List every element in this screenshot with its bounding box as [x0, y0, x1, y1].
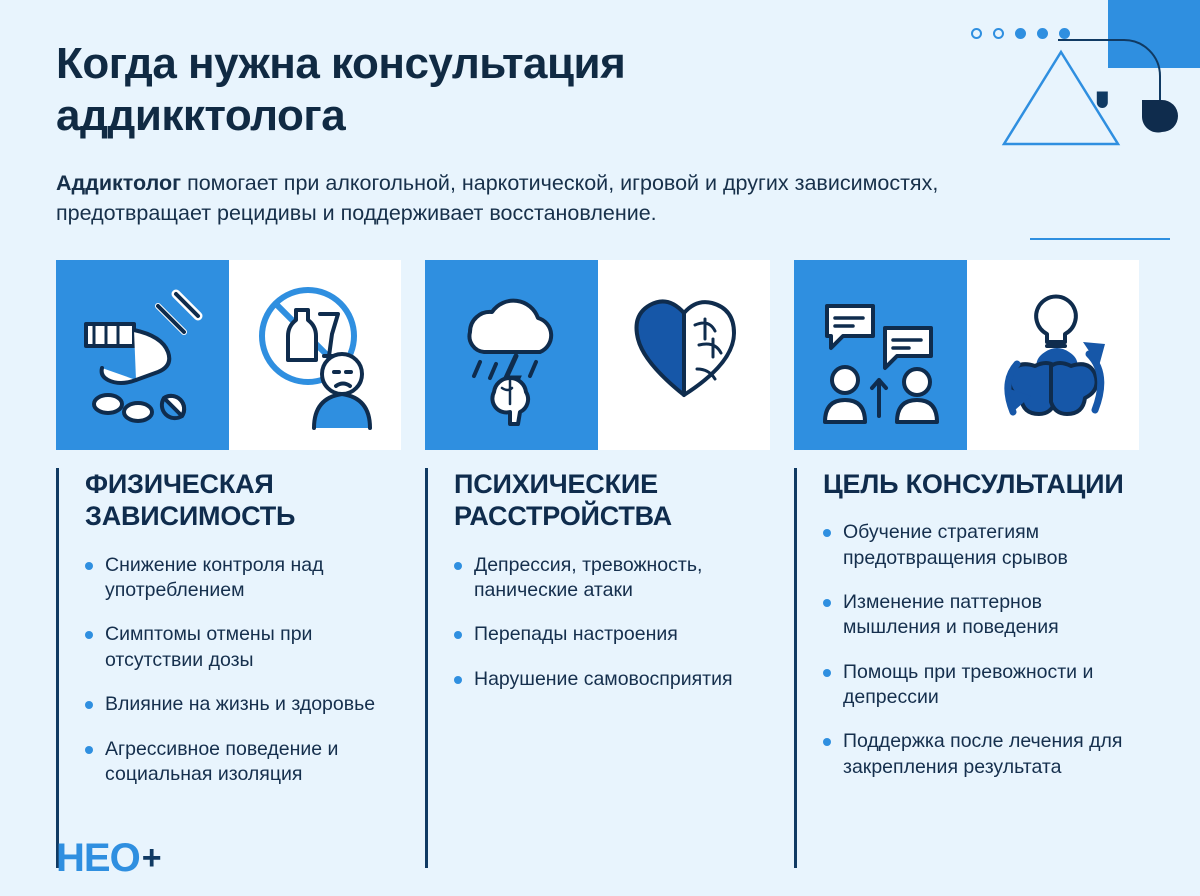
column-points: [85, 553, 401, 787]
decorative-drop: [1138, 100, 1178, 148]
list-item: Поддержка после лечения для закрепления результата: [823, 729, 1139, 780]
page-title: Когда нужна консультация аддикктолога: [56, 39, 626, 140]
list-item: Изменение паттернов мышления и поведения: [823, 590, 1139, 641]
column-title: ФИЗИЧЕСКАЯ ЗАВИСИМОСТЬ: [85, 469, 296, 532]
column-title: ПСИХИЧЕСКИЕ РАССТРОЙСТВА: [454, 469, 672, 532]
arm-injection-pills-icon: [56, 260, 229, 450]
brain-lightbulb-arrows-icon: [967, 260, 1140, 450]
brand-logo: [56, 838, 162, 878]
subtitle-term: Аддиктолог: [56, 170, 182, 195]
subtitle-text: помогает при алкогольной, наркотической, игровой и других зависимостях, предотвращает рецидивы и поддерживает восстановление.: [56, 170, 939, 226]
list-item: Влияние на жизнь и здоровье: [85, 692, 401, 717]
people-dialog-icon: [794, 260, 967, 450]
column-points: [454, 553, 770, 692]
list-item: Помощь при тревожности и депрессии: [823, 660, 1139, 711]
column-title: ЦЕЛЬ КОНСУЛЬТАЦИИ: [823, 469, 1124, 499]
column-images: [794, 260, 1139, 450]
storm-cloud-brain-icon: [425, 260, 598, 450]
list-item: Снижение контроля над употреблением: [85, 553, 401, 604]
page-subtitle: [56, 168, 1076, 229]
column-physical-dependence: [56, 260, 401, 868]
column-images: [425, 260, 770, 450]
content-columns: [56, 260, 1156, 868]
heart-brain-split-icon: [598, 260, 771, 450]
column-body: [794, 468, 1139, 868]
list-item: Нарушение самовосприятия: [454, 667, 770, 692]
column-body: [425, 468, 770, 868]
column-mental-disorders: [425, 260, 770, 868]
column-images: [56, 260, 401, 450]
column-points: [823, 520, 1139, 780]
list-item: Перепады настроения: [454, 622, 770, 647]
no-alcohol-sad-person-icon: [229, 260, 402, 450]
list-item: Агрессивное поведение и социальная изоляция: [85, 737, 401, 788]
column-body: [56, 468, 401, 868]
list-item: Депрессия, тревожность, панические атаки: [454, 553, 770, 604]
list-item: Симптомы отмены при отсутствии дозы: [85, 622, 401, 673]
column-consultation-goal: [794, 260, 1139, 868]
list-item: Обучение стратегиям предотвращения срывов: [823, 520, 1139, 571]
header: [56, 38, 1086, 229]
logo-name: НЕО: [56, 836, 140, 880]
decorative-line: [1030, 238, 1170, 240]
logo-plus: +: [141, 839, 162, 877]
